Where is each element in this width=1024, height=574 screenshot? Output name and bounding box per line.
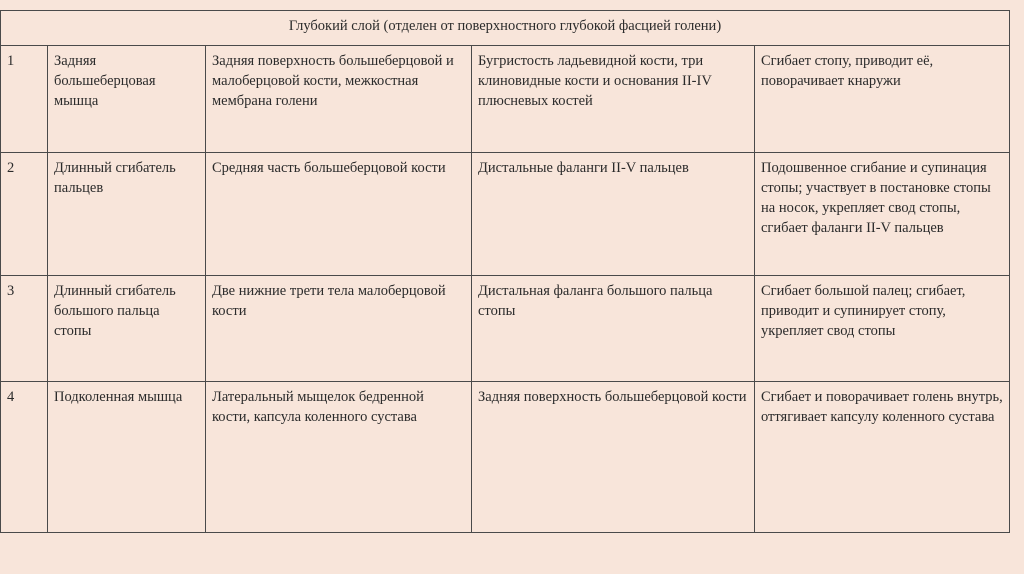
muscle-insertion: Задняя поверхность большеберцовой кости bbox=[472, 382, 755, 533]
muscle-function: Сгибает и поворачивает голень внутрь, оттягивает капсулу коленного сустава bbox=[755, 382, 1010, 533]
muscle-function: Сгибает стопу, приводит её, поворачивает кнаружи bbox=[755, 46, 1010, 153]
muscle-origin: Задняя поверхность большеберцовой и малоберцовой кости, межкостная мембрана голени bbox=[206, 46, 472, 153]
table-title-row bbox=[1, 11, 1010, 46]
row-number: 4 bbox=[1, 382, 48, 533]
muscle-insertion: Дистальные фаланги II-V пальцев bbox=[472, 153, 755, 276]
muscles-table bbox=[0, 10, 1010, 533]
table-row bbox=[1, 382, 1010, 533]
table-row bbox=[1, 46, 1010, 153]
muscle-insertion: Бугристость ладьевидной кости, три клиновидные кости и основания II-IV плюсневых костей bbox=[472, 46, 755, 153]
muscle-name: Длинный сгибатель большого пальца стопы bbox=[48, 276, 206, 382]
muscle-function: Сгибает большой палец; сгибает, приводит и супинирует стопу, укрепляет свод стопы bbox=[755, 276, 1010, 382]
muscle-origin: Средняя часть большеберцовой кости bbox=[206, 153, 472, 276]
muscle-function: Подошвенное сгибание и супинация стопы; участвует в постановке стопы на носок, укрепляет свод стопы, сгибает фаланги II-V пальцев bbox=[755, 153, 1010, 276]
table-row bbox=[1, 153, 1010, 276]
muscle-origin: Две нижние трети тела малоберцовой кости bbox=[206, 276, 472, 382]
muscle-name: Задняя большеберцовая мышца bbox=[48, 46, 206, 153]
muscle-name: Длинный сгибатель пальцев bbox=[48, 153, 206, 276]
muscle-origin: Латеральный мыщелок бедренной кости, капсула коленного сустава bbox=[206, 382, 472, 533]
row-number: 2 bbox=[1, 153, 48, 276]
table-title: Глубокий слой (отделен от поверхностного глубокой фасцией голени) bbox=[1, 11, 1010, 46]
muscle-name: Подколенная мышца bbox=[48, 382, 206, 533]
row-number: 1 bbox=[1, 46, 48, 153]
row-number: 3 bbox=[1, 276, 48, 382]
table-row bbox=[1, 276, 1010, 382]
muscle-insertion: Дистальная фаланга большого пальца стопы bbox=[472, 276, 755, 382]
